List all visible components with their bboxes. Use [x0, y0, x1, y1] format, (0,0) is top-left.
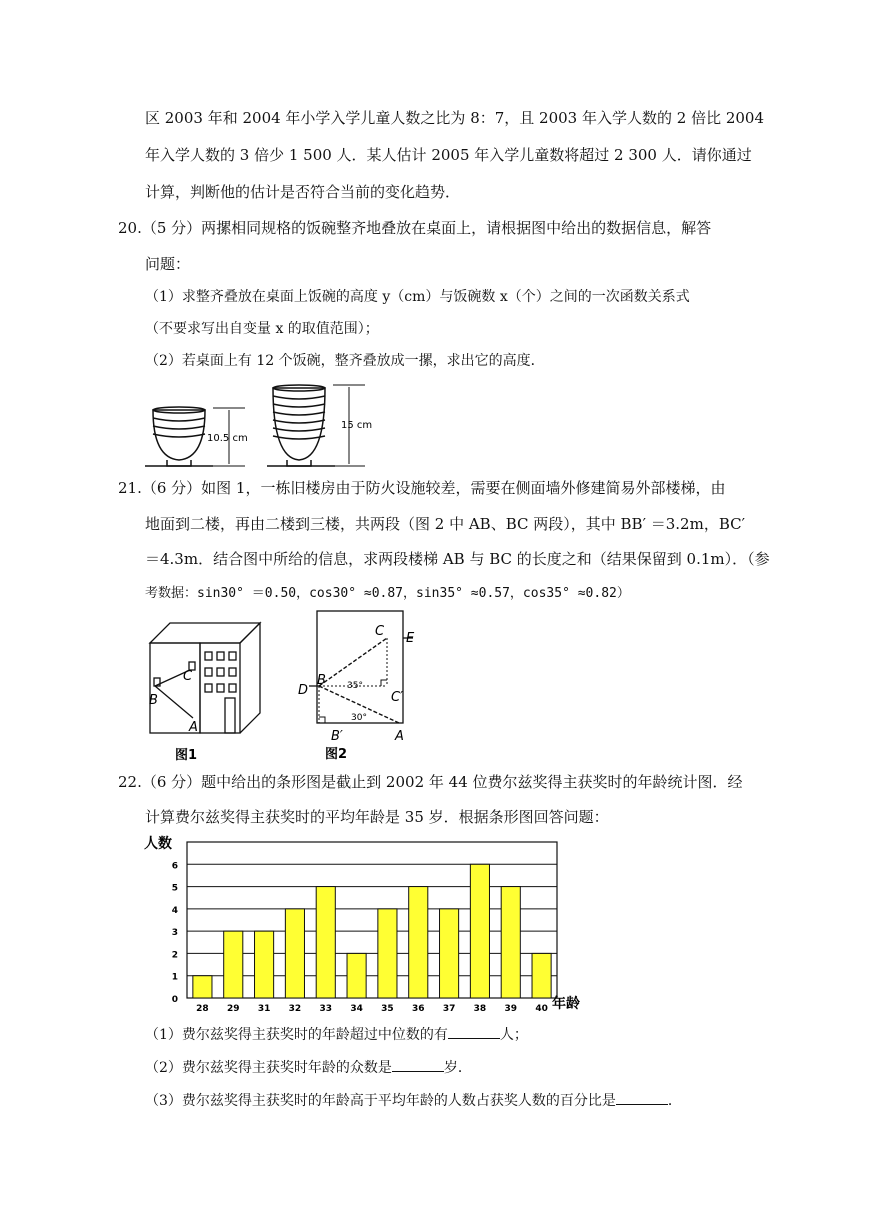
chart-x-tick-label: 31 [257, 1004, 271, 1014]
staircase-figure-2 [295, 608, 435, 763]
fig2-caption: 图2 [325, 747, 348, 762]
age-bar-chart [140, 830, 600, 1020]
chart-y-tick-label: 6 [171, 861, 178, 872]
chart-x-tick-label: 35 [381, 1004, 394, 1014]
chart-x-axis-label: 年龄 [552, 996, 580, 1012]
q22-q1-answer-blank[interactable] [448, 1024, 500, 1039]
chart-bar [378, 909, 397, 998]
chart-bar [316, 887, 335, 998]
chart-bar [193, 976, 212, 998]
chart-bar [285, 909, 304, 998]
chart-x-tick-label: 38 [473, 1004, 487, 1014]
chart-bar [255, 931, 274, 998]
chart-y-tick-label: 1 [171, 972, 178, 983]
chart-bar [470, 864, 489, 998]
fig1-label-c: C [183, 669, 193, 684]
q22-q2-suffix: 岁． [443, 1060, 472, 1076]
bowl-stack-short [145, 407, 213, 466]
fig2-label-c-prime: C′ [391, 690, 404, 705]
chart-bar [440, 909, 459, 998]
chart-y-axis-label: 人数 [144, 836, 172, 852]
q22-q2-answer-blank[interactable] [392, 1057, 444, 1072]
q22-stem-line-1: 22.（6 分）题中给出的条形图是截止到 2002 年 44 位费尔兹奖得主获奖时的年龄统计图．经 [118, 773, 743, 791]
chart-y-tick-label: 4 [171, 905, 178, 916]
chart-x-tick-label: 28 [196, 1004, 209, 1014]
chart-bar [347, 953, 366, 998]
chart-y-tick-label: 0 [171, 995, 178, 1005]
dimension-label-left: 10.5 cm [207, 433, 248, 444]
q20-part1-line-1: （1）求整齐叠放在桌面上饭碗的高度 y（cm）与饭碗数 x（个）之间的一次函数关系式 [145, 289, 690, 305]
chart-x-tick-label: 36 [411, 1004, 425, 1014]
chart-x-tick-label: 39 [504, 1004, 518, 1014]
chart-y-tick-label: 2 [171, 950, 178, 961]
q21-stem-line-3: ＝4.3m．结合图中所给的信息，求两段楼梯 AB 与 BC 的长度之和（结果保留到 0.1m）．（参 [145, 550, 770, 568]
chart-y-tick-label: 3 [171, 928, 178, 939]
q20-stem-line-1: 20.（5 分）两摞相同规格的饭碗整齐地叠放在桌面上，请根据图中给出的数据信息，解答 [118, 219, 712, 237]
fig2-label-b: B [317, 673, 326, 688]
q22-q1-suffix: 人； [499, 1027, 528, 1043]
fig1-caption: 图1 [175, 748, 198, 763]
q21-stem-line-1: 21.（6 分）如图 1，一栋旧楼房由于防火设施较差，需要在侧面墙外修建简易外部楼梯，由 [118, 479, 726, 497]
q22-question-3 [145, 1090, 682, 1111]
fig2-label-e: E [406, 631, 415, 646]
chart-x-tick-label: 33 [319, 1004, 333, 1014]
q22-q3-answer-blank[interactable] [616, 1090, 668, 1105]
q20-part2: （2）若桌面上有 12 个饭碗，整齐叠放成一摞，求出它的高度． [145, 353, 545, 369]
fig2-label-c: C [375, 624, 385, 639]
q22-question-1 [145, 1024, 528, 1045]
fig2-angle-35: 35° [347, 681, 363, 691]
q22-q3-prefix: （3）费尔兹奖得主获奖时的年龄高于平均年龄的人数占获奖人数的百分比是 [145, 1093, 616, 1109]
q22-question-2 [145, 1057, 472, 1078]
chart-x-tick-label: 34 [350, 1004, 363, 1014]
chart-bar [224, 931, 243, 998]
q22-stem-line-2: 计算费尔兹奖得主获奖时的平均年龄是 35 岁．根据条形图回答问题： [145, 808, 609, 826]
fig2-label-b-prime: B′ [331, 729, 343, 744]
dimension-label-right: 15 cm [341, 420, 373, 431]
fig2-label-d: D [298, 683, 309, 698]
q19-line-1: 区 2003 年和 2004 年小学入学儿童人数之比为 8：7，且 2003 年入学人数的 2 倍比 2004 [145, 109, 765, 127]
q22-q2-prefix: （2）费尔兹奖得主获奖时年龄的众数是 [145, 1060, 392, 1076]
chart-x-tick-label: 37 [442, 1004, 456, 1014]
chart-bar [409, 887, 428, 998]
q22-q3-suffix: ． [667, 1093, 682, 1109]
q21-stem-line-4: 考数据：sin30° ＝0.50，cos30° ≈0.87，sin35° ≈0.57，cos35° ≈0.82） [145, 586, 630, 601]
q19-line-3: 计算，判断他的估计是否符合当前的变化趋势． [145, 183, 461, 201]
chart-x-tick-label: 32 [288, 1004, 302, 1014]
chart-x-tick-label: 40 [535, 1004, 548, 1014]
fig1-label-b: B [149, 693, 158, 708]
chart-bar [532, 953, 551, 998]
q19-line-2: 年入学人数的 3 倍少 1 500 人．某人估计 2005 年入学儿童数将超过 2 300 人．请你通过 [145, 146, 752, 164]
fig2-label-a: A [395, 729, 404, 744]
chart-x-tick-label: 29 [226, 1004, 240, 1014]
fig2-angle-30: 30° [351, 713, 367, 723]
bowl-stack-tall [267, 385, 335, 466]
q21-stem-line-2: 地面到二楼，再由二楼到三楼，共两段（图 2 中 AB、BC 两段），其中 BB′ ＝3.2m，BC′ [145, 515, 746, 533]
q20-part1-line-2: （不要求写出自变量 x 的取值范围）； [145, 321, 379, 337]
building-figure-1 [145, 618, 265, 763]
bowls-figure [145, 380, 375, 470]
q22-q1-prefix: （1）费尔兹奖得主获奖时的年龄超过中位数的有 [145, 1027, 448, 1043]
fig1-label-a: A [189, 720, 198, 735]
chart-bar [501, 887, 520, 998]
chart-y-tick-label: 5 [171, 883, 178, 894]
q20-stem-line-2: 问题： [145, 255, 191, 273]
